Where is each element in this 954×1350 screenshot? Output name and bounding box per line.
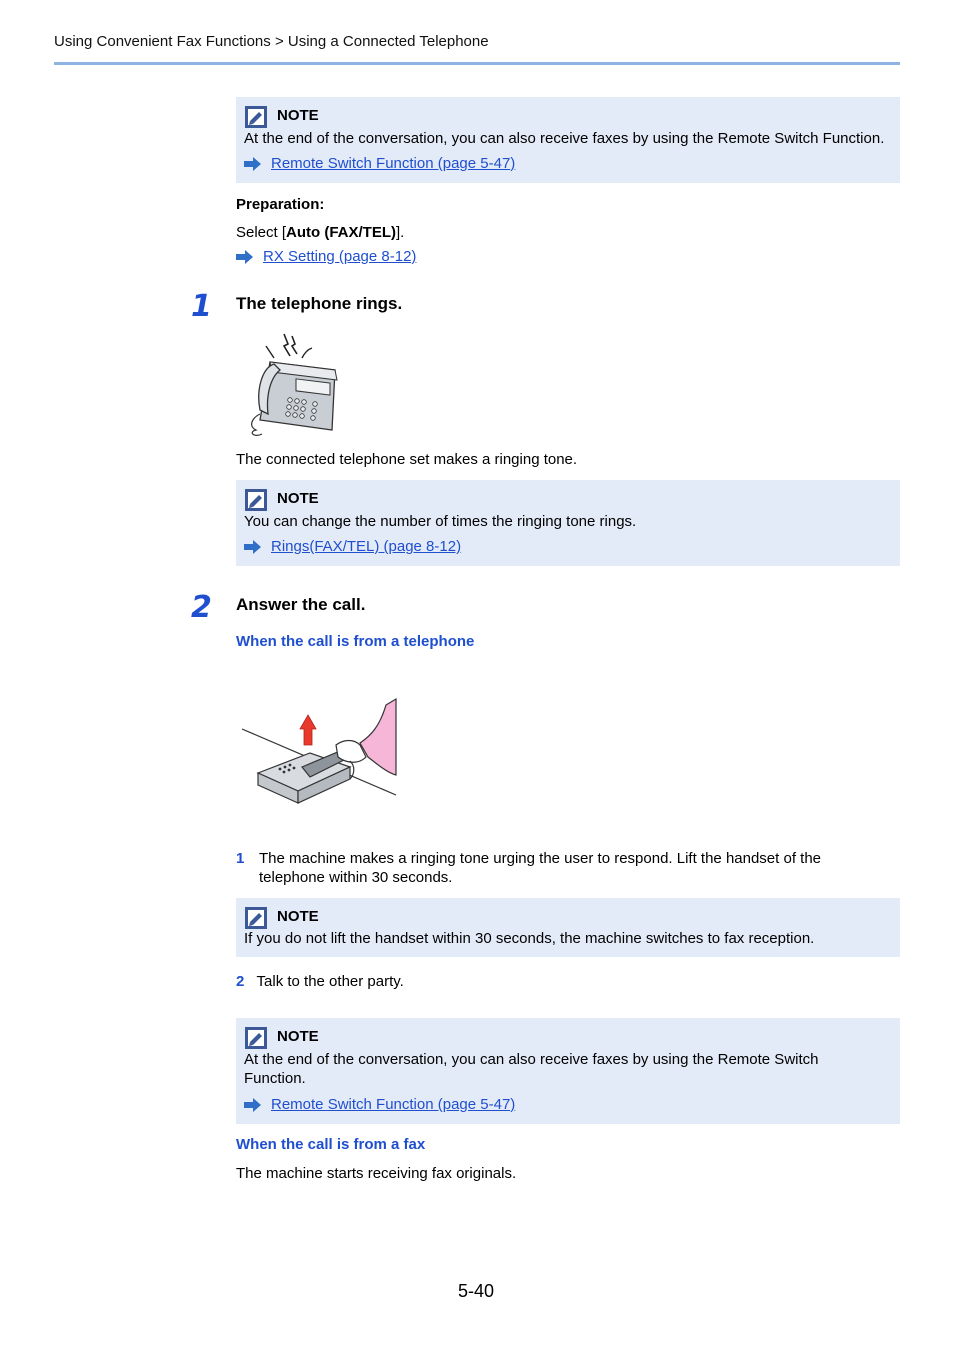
note-box-rings [236,480,900,566]
step-number: 1 [191,289,212,324]
select-prefix: Select [ [236,224,287,241]
note-box-remote-switch [236,97,900,183]
note-text: You can change the number of times the ringing tone rings. [244,513,637,530]
list-item-number: 1 [236,850,245,867]
note-text: At the end of the conversation, you can also receive faxes by using the Remote Switch Function. [244,1051,819,1087]
ringing-telephone-illustration [240,330,345,440]
note-label: NOTE [277,490,319,507]
note-link-row[interactable] [244,1096,515,1113]
note-box-30-seconds [236,898,900,957]
step1-description: The connected telephone set makes a ringing tone. [236,451,578,468]
note-label: NOTE [277,107,319,124]
breadcrumb: Using Convenient Fax Functions > Using a Connected Telephone [54,33,489,50]
fax-description: The machine starts receiving fax originals. [236,1165,517,1182]
preparation-heading: Preparation: [236,196,325,213]
step-title: Answer the call. [236,595,366,614]
subheading-call-from-telephone: When the call is from a telephone [236,633,475,650]
select-suffix: ]. [396,224,405,241]
rx-setting-link-row[interactable] [236,248,416,265]
link-arrow-icon [244,540,261,554]
remote-switch-link[interactable]: Remote Switch Function (page 5-47) [271,155,516,172]
note-text: If you do not lift the handset within 30 seconds, the machine switches to fax reception. [244,930,815,947]
step-number: 2 [191,590,212,625]
remote-switch-link[interactable]: Remote Switch Function (page 5-47) [271,1096,516,1113]
note-icon [245,907,267,929]
rx-setting-link[interactable]: RX Setting (page 8-12) [263,248,417,265]
lift-handset-illustration [240,695,400,810]
list-item-number: 2 [236,973,245,990]
rings-fax-tel-link[interactable]: Rings(FAX/TEL) (page 8-12) [271,538,462,555]
preparation-instruction [236,224,404,241]
link-arrow-icon [244,1098,261,1112]
note-label: NOTE [277,908,319,925]
note-icon [245,1027,267,1049]
list-item-text: Talk to the other party. [256,973,404,990]
note-link-row[interactable] [244,155,515,172]
list-item [236,973,404,990]
link-arrow-icon [236,250,253,264]
note-link-row[interactable] [244,538,461,555]
header-divider [54,62,900,65]
step-title: The telephone rings. [236,294,403,313]
note-box-remote-switch [236,1018,900,1124]
note-icon [245,489,267,511]
page-number: 5-40 [458,1281,495,1301]
note-icon [245,106,267,128]
auto-fax-tel-option: Auto (FAX/TEL) [286,224,397,241]
link-arrow-icon [244,157,261,171]
list-item [236,849,876,887]
subheading-call-from-fax: When the call is from a fax [236,1136,426,1153]
note-label: NOTE [277,1028,319,1045]
list-item-text: The machine makes a ringing tone urging the user to respond. Lift the handset of the telephone within 30 seconds. [259,850,822,886]
note-text: At the end of the conversation, you can also receive faxes by using the Remote Switch Function. [244,130,885,147]
